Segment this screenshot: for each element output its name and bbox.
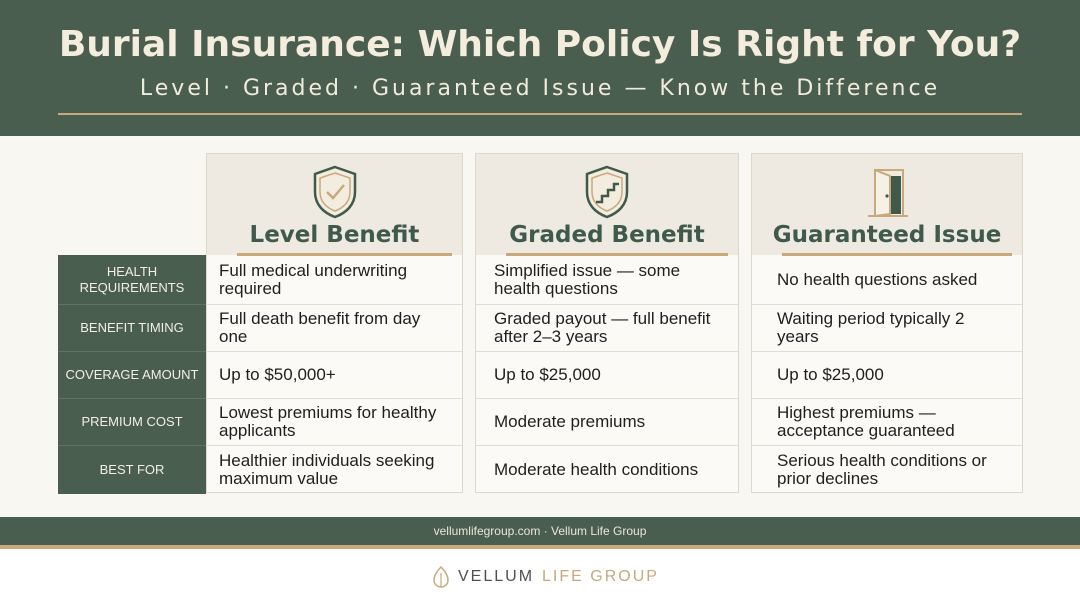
row-labels <box>58 255 206 494</box>
page-title: Burial Insurance: Which Policy Is Right for You? <box>58 24 1022 65</box>
cell-health: Simplified issue — some health questions <box>494 260 681 298</box>
footer-website: vellumlifegroup.com · Vellum Life Group <box>433 524 647 538</box>
brand-tagline: LIFE GROUP <box>542 568 659 585</box>
header-banner <box>0 0 1080 136</box>
cell-coverage: Up to $25,000 <box>476 351 738 398</box>
cell-premium: Lowest premiums for healthy applicants <box>207 398 462 445</box>
brand-area <box>0 549 1080 603</box>
row-label-health: HEALTH REQUIREMENTS <box>58 255 206 304</box>
row-label-best-for: BEST FOR <box>58 445 206 494</box>
row-label-coverage: COVERAGE AMOUNT <box>58 351 206 398</box>
column-guaranteed-issue <box>751 153 1023 493</box>
cell-best-for: Healthier individuals seeking maximum value <box>207 445 462 493</box>
cell-premium: Highest premiums — acceptance guaranteed <box>752 398 1022 445</box>
open-door-icon <box>862 164 912 220</box>
cell-coverage: Up to $25,000 <box>752 351 1022 398</box>
cell-premium: Moderate premiums <box>476 398 738 445</box>
cell-coverage: Up to $50,000+ <box>207 351 462 398</box>
column-header <box>752 154 1022 255</box>
cell-best-for: Moderate health conditions <box>476 445 738 493</box>
cell-timing: Full death benefit from day one <box>207 304 462 351</box>
row-label-premium: PREMIUM COST <box>58 398 206 445</box>
row-label-timing: BENEFIT TIMING <box>58 304 206 351</box>
cell-health: Full medical underwriting required <box>219 260 408 298</box>
shield-check-icon <box>310 164 360 220</box>
brand-name: VELLUM <box>458 568 535 585</box>
column-header <box>476 154 738 255</box>
header-divider <box>58 113 1022 115</box>
cell-health: No health questions asked <box>777 269 978 289</box>
cell-timing: Graded payout — full benefit after 2–3 years <box>476 304 738 351</box>
column-title: Graded Benefit <box>509 222 705 248</box>
column-level-benefit <box>206 153 463 493</box>
shield-stairs-icon <box>582 164 632 220</box>
leaf-drop-icon <box>432 565 450 589</box>
column-title: Guaranteed Issue <box>772 222 1002 248</box>
cell-timing: Waiting period typically 2 years <box>752 304 1022 351</box>
column-title: Level Benefit <box>249 222 420 248</box>
brand-logo <box>432 565 659 589</box>
column-graded-benefit <box>475 153 739 493</box>
page-subtitle: Level · Graded · Guaranteed Issue — Know the Difference <box>139 76 941 101</box>
column-header <box>207 154 462 255</box>
cell-best-for: Serious health conditions or prior declines <box>752 445 1022 493</box>
